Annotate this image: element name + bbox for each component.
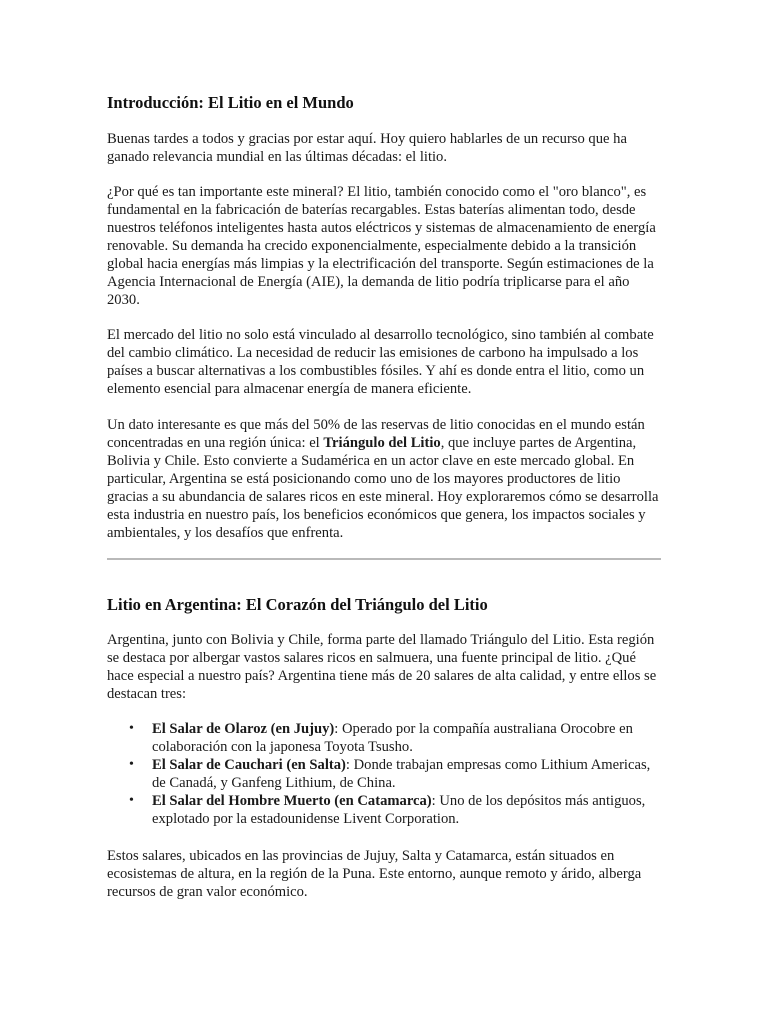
intro-paragraph-3: El mercado del litio no solo está vinculado al desarrollo tecnológico, sino también al combate del cambio climático. La necesidad de reducir las emisiones de carbono ha impulsado a los países a buscar alternativas a los combustibles fósiles. Y ahí es donde entra el litio, como un elemento esencial para almacenar energía de manera eficiente. xyxy=(107,327,654,397)
salar-description: : Operado por la compañía australiana Orocobre en colaboración con la japonesa Toyota Tsusho. xyxy=(152,721,633,755)
bullet-icon: • xyxy=(129,721,134,736)
salar-name: El Salar de Olaroz (en Jujuy) xyxy=(152,721,335,737)
salar-description: : Uno de los depósitos más antiguos, explotado por la estadounidense Livent Corporation. xyxy=(152,793,646,827)
bullet-icon: • xyxy=(129,793,134,808)
salar-name: El Salar del Hombre Muerto (en Catamarca) xyxy=(152,793,432,809)
list-item-cauchari xyxy=(107,756,663,792)
intro-paragraph-4-text-a: Un dato interesante es que más del 50% de las reservas de litio conocidas en el mundo están concentradas en una región única: el xyxy=(107,417,645,451)
intro-paragraph-2: ¿Por qué es tan importante este mineral? El litio, también conocido como el "oro blanco", es fundamental en la fabricación de baterías recargables. Estas baterías alimentan todo, desde nuestros teléfonos inteligentes hasta autos eléctricos y sistemas de almacenamiento de energía renovable. Su demanda ha crecido exponencialmente, especialmente debido a la transición global hacia energías más limpias y la electrificación del transporte. Según estimaciones de la Agencia Internacional de Energía (AIE), la demanda de litio podría triplicarse para el año 2030. xyxy=(107,184,656,308)
intro-paragraph-1: Buenas tardes a todos y gracias por estar aquí. Hoy quiero hablarles de un recurso que ha ganado relevancia mundial en las últimas décadas: el litio. xyxy=(107,131,627,165)
argentina-paragraph-2: Estos salares, ubicados en las provincias de Jujuy, Salta y Catamarca, están situados en ecosistemas de altura, en la región de la Puna. Este entorno, aunque remoto y árido, alberga recursos de gran valor económico. xyxy=(107,848,642,900)
salar-name: El Salar de Cauchari (en Salta) xyxy=(152,757,346,773)
intro-paragraph-4-text-b: , que incluye partes de Argentina, Bolivia y Chile. Esto convierte a Sudamérica en un actor clave en este mercado global. En particular, Argentina se está posicionando como uno de los mayores productores de litio gracias a su abundancia de salares ricos en este mineral. Hoy exploraremos cómo se desarrolla esta industria en nuestro país, los beneficios económicos que genera, los impactos sociales y ambientales, y los desafíos que enfrenta. xyxy=(107,435,659,541)
triangulo-del-litio-emphasis: Triángulo del Litio xyxy=(323,435,441,451)
argentina-heading: Litio en Argentina: El Corazón del Triángulo del Litio xyxy=(107,595,488,614)
bullet-icon: • xyxy=(129,757,134,772)
list-item-olaroz xyxy=(107,720,663,756)
section-divider xyxy=(107,558,661,560)
salar-description: : Donde trabajan empresas como Lithium Americas, de Canadá, y Ganfeng Lithium, de China. xyxy=(152,757,651,791)
intro-heading: Introducción: El Litio en el Mundo xyxy=(107,93,354,112)
salares-list xyxy=(107,720,663,828)
intro-paragraph-4 xyxy=(107,416,663,542)
argentina-paragraph-1: Argentina, junto con Bolivia y Chile, forma parte del llamado Triángulo del Litio. Esta región se destaca por albergar vastos salares ricos en salmuera, una fuente principal de litio. ¿Qué hace especial a nuestro país? Argentina tiene más de 20 salares de alta calidad, y entre ellos se destacan tres: xyxy=(107,632,657,702)
list-item-hombre-muerto xyxy=(107,792,663,828)
